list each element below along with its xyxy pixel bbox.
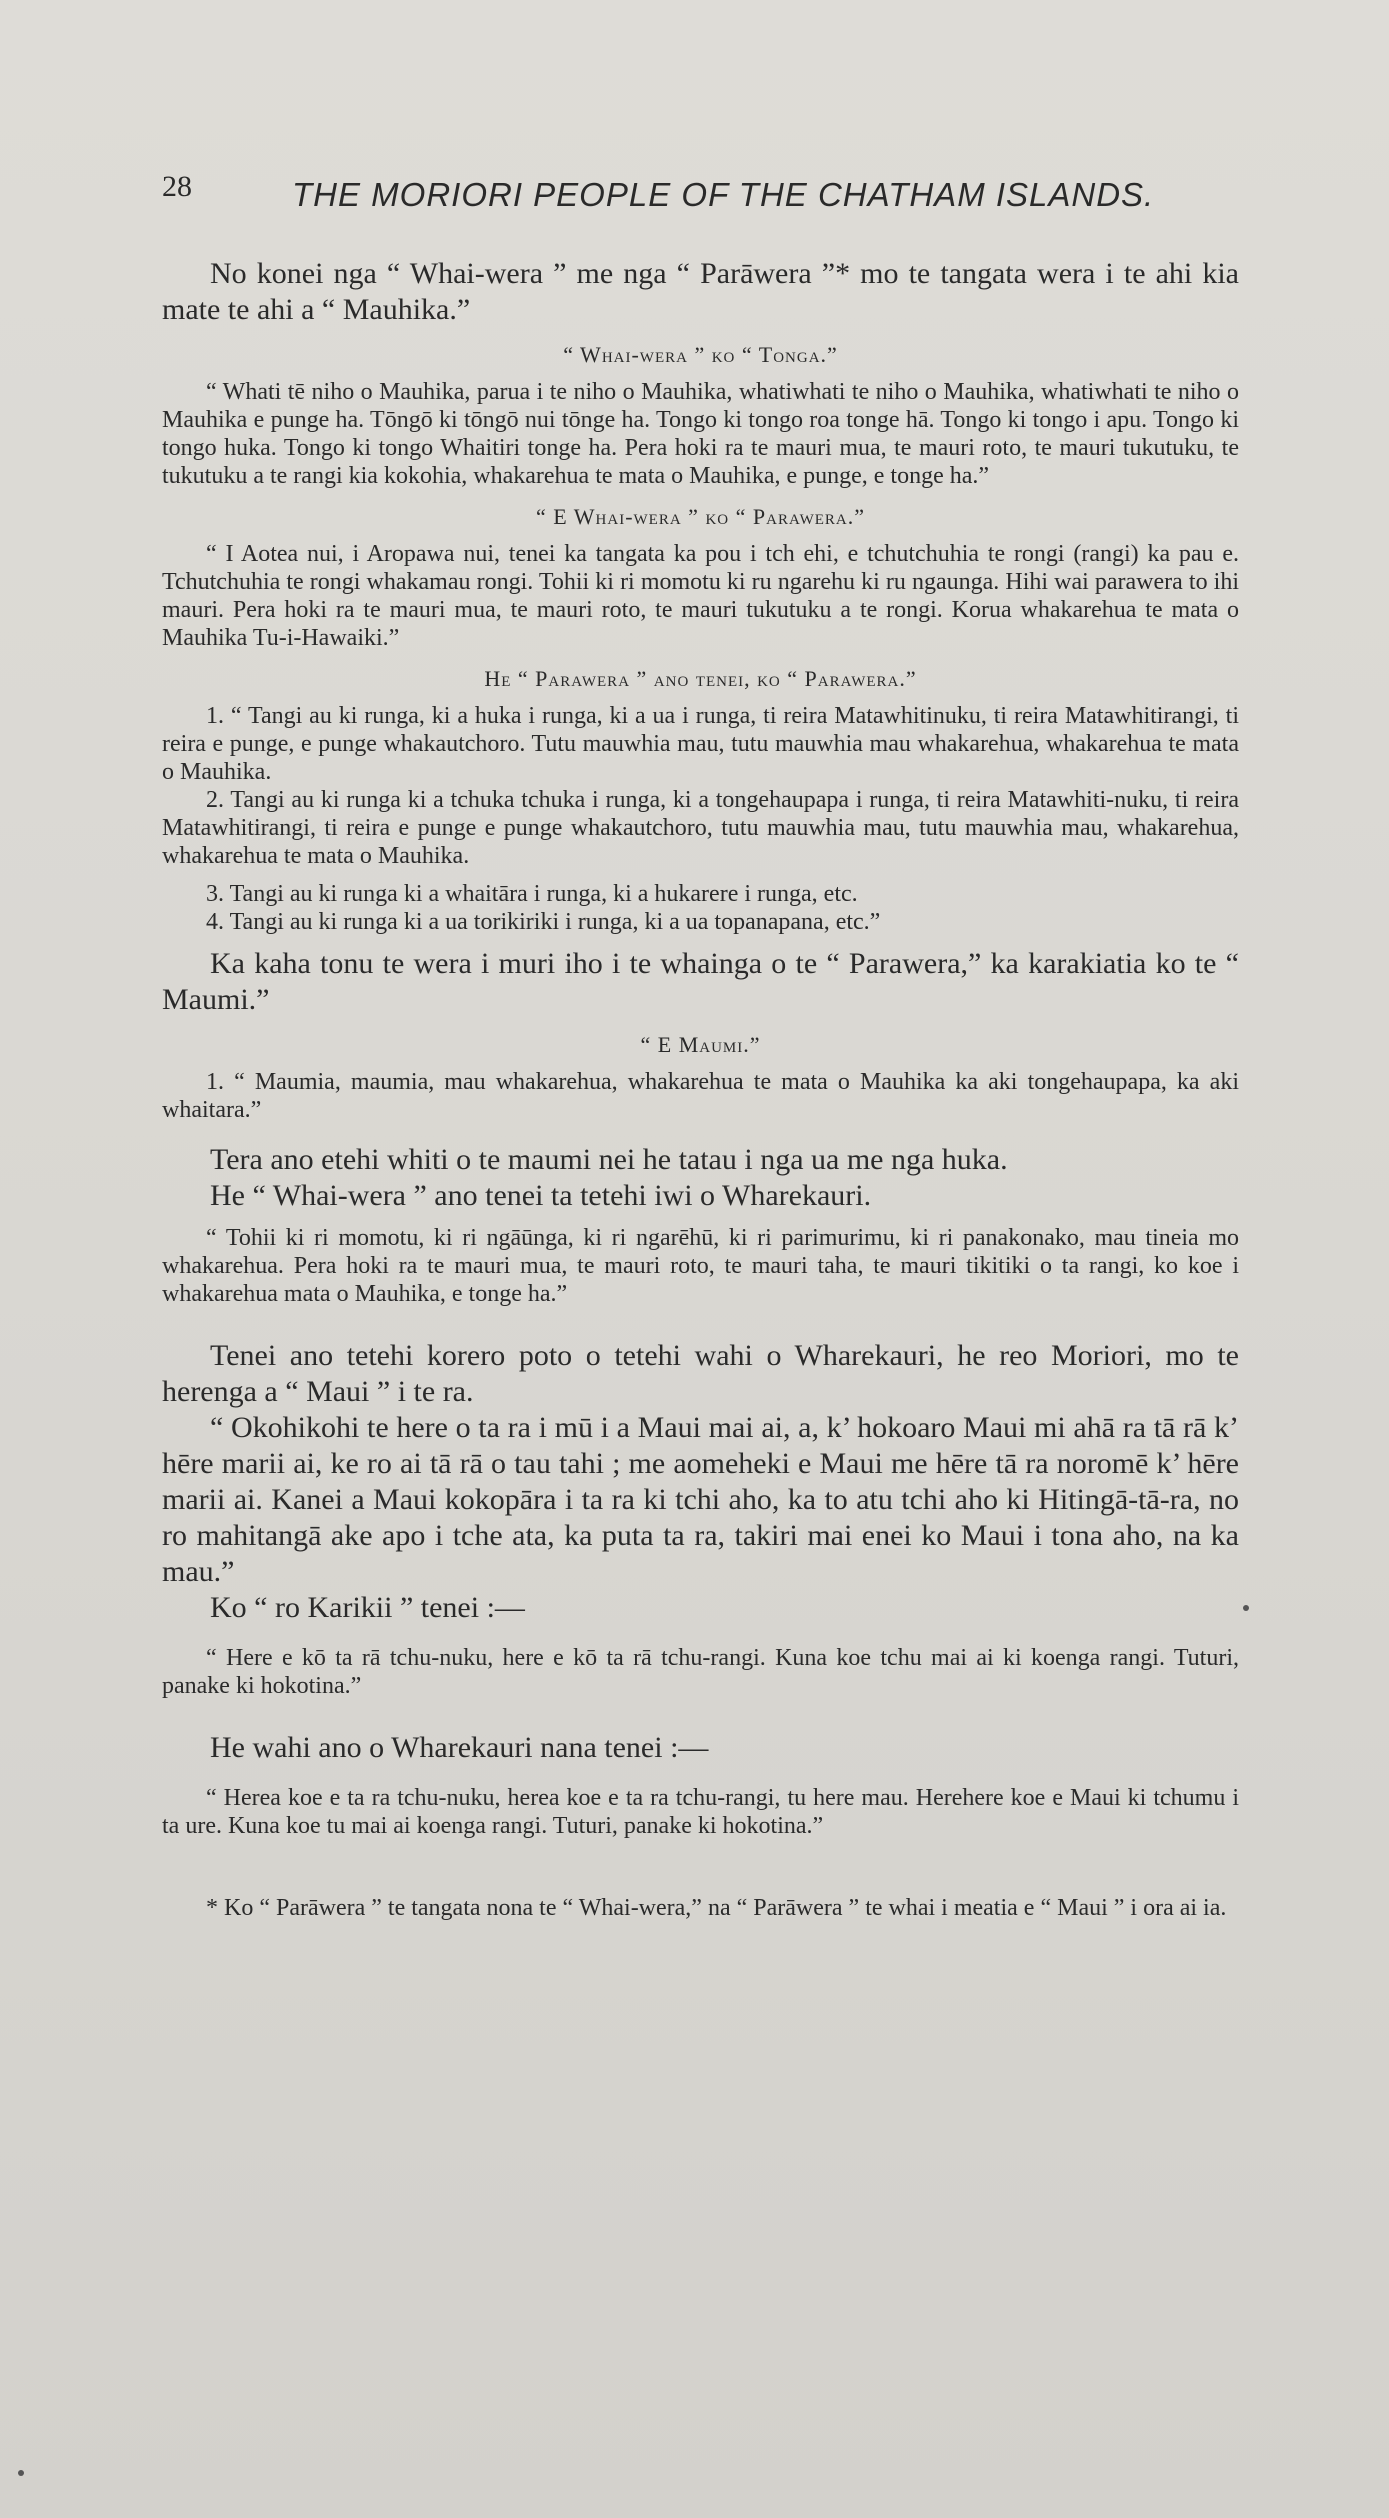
chant-item-4: 4. Tangi au ki runga ki a ua torikiriki i runga, ki a ua topanapana, etc.” (206, 909, 881, 935)
stray-ink-mark (1243, 1605, 1249, 1611)
heading-e-whai-wera-parawera: “ E Whai-wera ” ko “ Parawera.” (535, 504, 866, 529)
chant-item-3: 3. Tangi au ki runga ki a whaitāra i runga, ki a hukarere i runga, etc. (206, 881, 858, 907)
footnote: * Ko “ Parāwera ” te tangata nona te “ Whai-wera,” na “ Parāwera ” te whai i meatia e “ Maui ” i ora ai ia. (206, 1895, 1227, 1921)
paragraph-ko-ro-karikii: Ko “ ro Karikii ” tenei :— (210, 1591, 525, 1624)
stray-ink-mark (18, 2470, 24, 2476)
paragraph-he-whai-wera: He “ Whai-wera ” ano tenei ta tetehi iwi o Wharekauri. (210, 1179, 872, 1212)
paragraph-tenei-ano: Tenei ano tetehi korero poto o tetehi wahi o Wharekauri, he reo Moriori, mo te herenga a “ Maui ” i te ra. (162, 1339, 1239, 1408)
paragraph-tera-ano: Tera ano etehi whiti o te maumi nei he tatau i nga ua me nga huka. (210, 1143, 1008, 1176)
heading-he-parawera: He “ Parawera ” ano tenei, ko “ Parawera.” (484, 666, 917, 691)
chant-e-whai-wera-parawera: “ I Aotea nui, i Aropawa nui, tenei ka tangata ka pou i tch ehi, e tchutchuhia te rongi (rangi) ka pau e. Tchutchuhia te rongi whakamau rongi. Tohii ki ri momotu ki ru ngarehu ki ru ngaunga. Hihi wai parawera to ihi mauri. Pera hoki ra te mauri mua, te mauri roto, te mauri tukutuku a te rongi. Korua whakarehua te mata o Mauhika Tu-i-Hawaiki.” (162, 541, 1239, 651)
paragraph-he-wahi-ano: He wahi ano o Wharekauri nana tenei :— (210, 1731, 709, 1764)
intro-paragraph: No konei nga “ Whai-wera ” me nga “ Parāwera ”* mo te tangata wera i te ahi kia mate te ahi a “ Mauhika.” (162, 257, 1239, 326)
heading-whai-wera-tonga: “ Whai-wera ” ko “ Tonga.” (563, 342, 838, 367)
running-title: THE MORIORI PEOPLE OF THE CHATHAM ISLANDS. (292, 176, 1155, 213)
chant-whai-wera-tonga: “ Whati tē niho o Mauhika, parua i te niho o Mauhika, whatiwhati te niho o Mauhika, whatiwhati te niho o Mauhika e punge ha. Tōngō ki tōngō nui tōnge ha. Tongo ki tongo roa tonge hā. Tongo ki tongo i apu. Tongo ki tongo huka. Tongo ki tongo Whaitiri tonge ha. Pera hoki ra te mauri mua, te mauri roto, te mauri tukutuku, te tukutuku a te rangi kia kokohia, whakarehua te mata o Mauhika, e punge, e tonge ha.” (162, 379, 1239, 489)
chant-here-e-ko: “ Here e kō ta rā tchu-nuku, here e kō ta rā tchu-rangi. Kuna koe tchu mai ai ki koenga rangi. Tuturi, panake ki hokotina.” (162, 1645, 1239, 1699)
chant-herea-koe: “ Herea koe e ta ra tchu-nuku, herea koe e ta ra tchu-rangi, tu here mau. Herehere koe e Maui ki tchumu i ta ure. Kuna koe tu mai ai koenga rangi. Tuturi, panake ki hokotina.” (162, 1785, 1239, 1839)
paragraph-okohikohi: “ Okohikohi te here o ta ra i mū i a Maui mai ai, a, k’ hokoaro Maui mi ahā ra tā rā k’ hēre marii ai, ke ro ai tā rā o tau tahi ; me aomeheki e Maui me hēre tā ra noromē k’ hēre marii ai. Kanei a Maui kokopāra i ta ra ki tchi aho, ka to atu tchi aho ki Hitingā-tā-ra, no ro mahitangā ake apo i tche ata, ka puta ta ra, takiri mai enei ko Maui i tona aho, na ka mau.” (162, 1411, 1239, 1588)
maumi-item-1: 1. “ Maumia, maumia, mau whakarehua, whakarehua te mata o Mauhika ka aki tongehaupapa, ka aki whaitara.” (162, 1069, 1239, 1123)
chant-item-1: 1. “ Tangi au ki runga, ki a huka i runga, ki a ua i runga, ti reira Matawhitinuku, ti reira Matawhitirangi, ti reira e punge, e punge whakautchoro. Tutu mauwhia mau, tutu mauwhia mau whakarehua, whakarehua te mata o Mauhika. (162, 703, 1239, 785)
page-header (162, 170, 1239, 230)
paragraph-after-parawera: Ka kaha tonu te wera i muri iho i te whainga o te “ Parawera,” ka karakiatia ko te “ Maumi.” (162, 947, 1239, 1016)
page-number: 28 (162, 170, 192, 203)
chant-tohii: “ Tohii ki ri momotu, ki ri ngāūnga, ki ri ngarēhū, ki ri parimurimu, ki ri panakonako, mau tineia mo whakarehua. Pera hoki ra te mauri mua, te mauri roto, te mauri taha, te mauri tikitiki o ta rangi, ko koe i whakarehua mata o Mauhika, e tonge ha.” (162, 1225, 1239, 1307)
chant-item-2: 2. Tangi au ki runga ki a tchuka tchuka i runga, ki a tongehaupapa i runga, ti reira Matawhiti-nuku, ti reira Matawhitirangi, ti reira e punge e punge whakautchoro, tutu mauwhia mau, tutu mauwhia mau, whakarehua, whakarehua te mata o Mauhika. (162, 787, 1239, 869)
heading-e-maumi: “ E Maumi.” (640, 1032, 761, 1057)
